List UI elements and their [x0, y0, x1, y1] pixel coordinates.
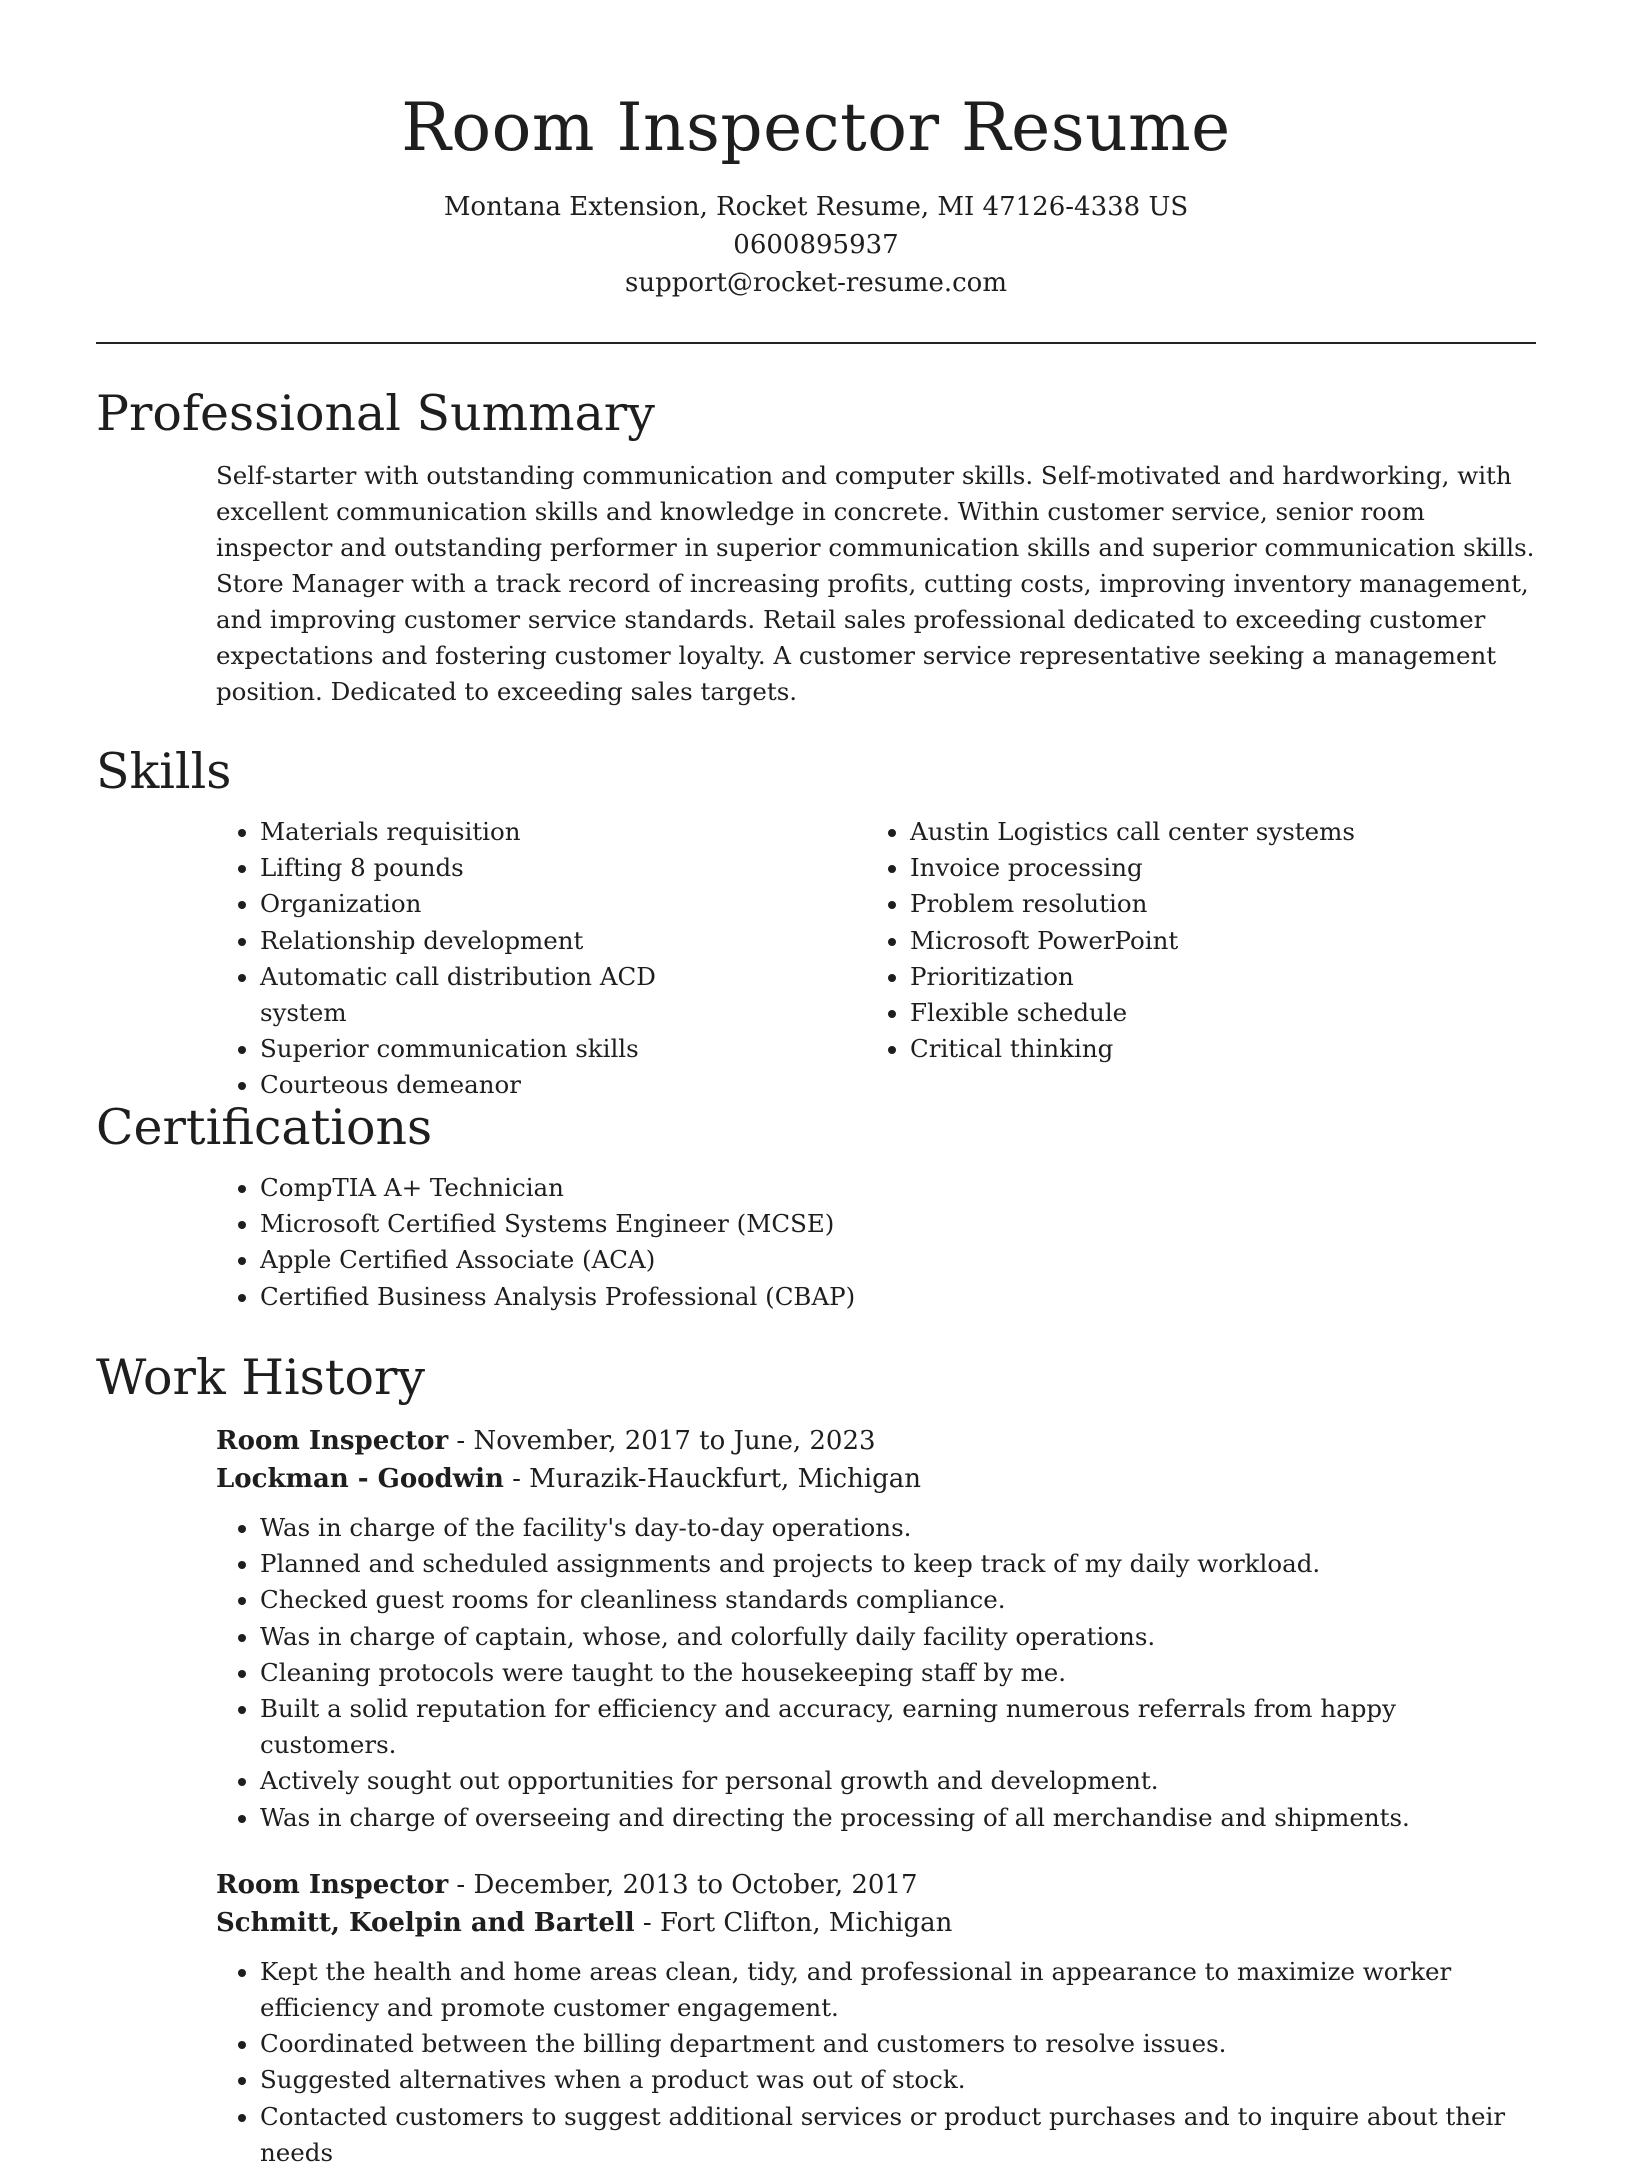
contact-address: Montana Extension, Rocket Resume, MI 47126-4338 US — [443, 192, 1189, 222]
job-duties-list — [216, 1510, 1536, 1836]
certifications-heading: Certifications — [96, 1099, 433, 1156]
skill-item: • Relationship development — [260, 923, 746, 959]
job-company: Lockman - Goodwin — [216, 1464, 504, 1494]
skills-columns — [96, 814, 1536, 1104]
job-company: Schmitt, Koelpin and Bartell — [216, 1907, 635, 1938]
job-title-line — [216, 1866, 1536, 1904]
skills-heading: Skills — [96, 743, 232, 800]
job-company-line — [216, 1460, 1536, 1498]
job-duty: • Built a solid reputation for efficiency and accuracy, earning numerous referrals from happy customers. — [260, 1691, 1536, 1763]
contact-email: support@rocket-resume.com — [624, 268, 1007, 298]
work-history-section — [96, 1348, 1536, 2171]
job-location: - Murazik-Hauckfurt, Michigan — [503, 1464, 922, 1494]
job-duty: • Cleaning protocols were taught to the housekeeping staff by me. — [260, 1655, 1536, 1691]
skill-item: • Austin Logistics call center systems — [910, 814, 1430, 850]
skill-item: • Microsoft PowerPoint — [910, 923, 1430, 959]
job-duty: • Planned and scheduled assignments and projects to keep track of my daily workload. — [260, 1546, 1536, 1582]
job-dates: - December, 2013 to October, 2017 — [448, 1869, 918, 1900]
job-title-line — [216, 1422, 1536, 1460]
job-entry — [216, 1422, 1536, 1836]
skill-item: • Organization — [260, 886, 746, 922]
certification-item: • Microsoft Certified Systems Engineer (MCSE) — [260, 1206, 1536, 1242]
skills-section — [96, 742, 1536, 1104]
skills-list-right — [746, 814, 1430, 1104]
skill-item: • Courteous demeanor — [260, 1067, 746, 1103]
certifications-section — [96, 1098, 1536, 1315]
job-dates: - November, 2017 to June, 2023 — [448, 1426, 876, 1456]
resume-header — [0, 0, 1632, 302]
skill-item: • Critical thinking — [910, 1031, 1430, 1067]
certification-item: • Apple Certified Associate (ACA) — [260, 1242, 1536, 1278]
skill-item: • Invoice processing — [910, 850, 1430, 886]
skill-item: • Automatic call distribution ACD system — [260, 959, 746, 1031]
job-role: Room Inspector — [216, 1869, 449, 1900]
job-company-line — [216, 1904, 1536, 1942]
job-duty: • Actively sought out opportunities for personal growth and development. — [260, 1763, 1536, 1799]
job-duty: • Was in charge of overseeing and directing the processing of all merchandise and shipments. — [260, 1800, 1536, 1836]
skill-item: • Lifting 8 pounds — [260, 850, 746, 886]
job-duty: • Kept the health and home areas clean, tidy, and professional in appearance to maximize worker efficiency and promote customer engagement. — [260, 1954, 1536, 2026]
job-duty: • Suggested alternatives when a product was out of stock. — [260, 2062, 1536, 2098]
skill-item: • Problem resolution — [910, 886, 1430, 922]
skill-item: • Materials requisition — [260, 814, 746, 850]
job-duties-list — [216, 1954, 1536, 2171]
contact-info — [0, 188, 1632, 302]
job-duty: • Checked guest rooms for cleanliness standards compliance. — [260, 1582, 1536, 1618]
summary-text: Self-starter with outstanding communication and computer skills. Self-motivated and hardworking, with excellent communication skills and knowledge in concrete. Within customer service, senior room inspector and outstanding performer in superior communication skills and superior communication skills. Store Manager with a track record of increasing profits, cutting costs, improving inventory management, and improving customer service standards. Retail sales professional dedicated to exceeding customer expectations and fostering customer loyalty. A customer service representative seeking a management position. Dedicated to exceeding sales targets. — [216, 461, 1535, 706]
header-divider — [96, 342, 1536, 344]
certification-item: • CompTIA A+ Technician — [260, 1170, 1536, 1206]
certifications-list — [96, 1170, 1536, 1315]
skill-item: • Flexible schedule — [910, 995, 1430, 1031]
job-duty: • Was in charge of captain, whose, and colorfully daily facility operations. — [260, 1619, 1536, 1655]
job-entry — [216, 1866, 1536, 2171]
skill-item: • Prioritization — [910, 959, 1430, 995]
job-duty: • Coordinated between the billing department and customers to resolve issues. — [260, 2026, 1536, 2062]
work-history-heading: Work History — [96, 1349, 426, 1406]
skill-item: • Superior communication skills — [260, 1031, 746, 1067]
summary-section — [96, 384, 1536, 710]
job-location: - Fort Clifton, Michigan — [634, 1907, 953, 1938]
job-role: Room Inspector — [216, 1426, 449, 1456]
skills-list-left — [96, 814, 746, 1104]
job-duty: • Contacted customers to suggest additional services or product purchases and to inquire about their needs — [260, 2099, 1536, 2171]
summary-heading: Professional Summary — [96, 385, 655, 442]
contact-phone: 0600895937 — [733, 230, 899, 260]
resume-title: Room Inspector Resume — [401, 89, 1231, 166]
job-duty: • Was in charge of the facility's day-to-day operations. — [260, 1510, 1536, 1546]
certification-item: • Certified Business Analysis Professional (CBAP) — [260, 1279, 1536, 1315]
